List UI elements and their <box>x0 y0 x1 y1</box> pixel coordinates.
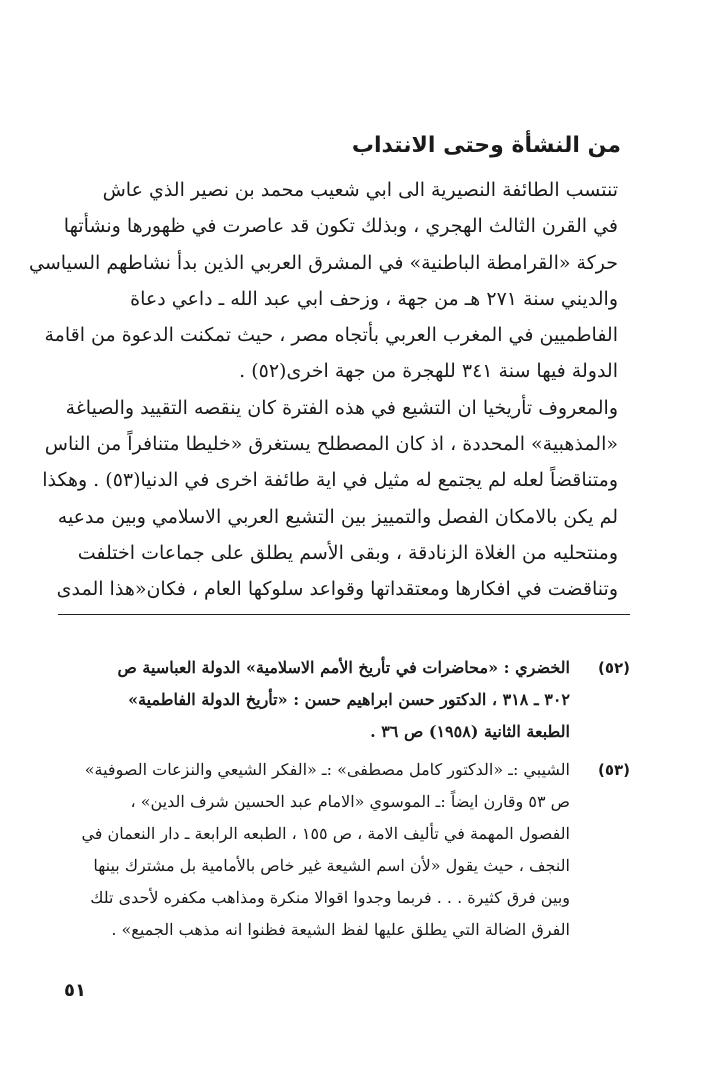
footnote-line: الفرق الضالة التي يطلق عليها لفظ الشيعة فظنوا انه مذهب الجميع» . <box>111 920 570 939</box>
body-text <box>29 172 618 608</box>
body-line: حركة «القرامطة الباطنية» في المشرق العربي الذين بدأ نشاطهم السياسي <box>29 251 618 274</box>
footnote-line: الفصول المهمة في تأليف الامة ، ص ١٥٥ ، الطبعه الرابعة ـ دار النعمان في <box>81 824 570 843</box>
page-number: ٥١ <box>64 980 86 1001</box>
section-heading: من النشأة وحتى الانتداب <box>351 133 621 158</box>
body-line: لم يكن بالامكان الفصل والتمييز بين التشيع العربي الاسلامي وبين مدعيه <box>57 505 618 528</box>
footnote-number: (٥٢) <box>597 659 630 677</box>
footnote-line: الطبعة الثانية (١٩٥٨) ص ٣٦ . <box>370 722 570 741</box>
body-line: والمعروف تأريخيا ان التشيع في هذه الفترة كان ينقصه التقييد والصياغة <box>65 396 618 419</box>
body-line: ومنتحليه من الغلاة الزنادقة ، وبقى الأسم يطلق على جماعات اختلفت <box>77 541 618 564</box>
body-line: ومتناقضاً لعله لم يجتمع له مثيل في اية طائفة اخرى في الدنيا(٥٣) . وهكذا <box>42 469 618 492</box>
body-line: «المذهبية» المحددة ، اذ كان المصطلح يستغرق «خليطا متنافراً من الناس <box>44 433 618 456</box>
footnote-line: الشيبي :ـ «الدكتور كامل مصطفى» :ـ «الفكر الشيعي والنزعات الصوفية» <box>84 760 570 779</box>
footnote-separator <box>58 614 630 615</box>
footnote-number: (٥٣) <box>597 761 630 779</box>
body-line: في القرن الثالث الهجري ، وبذلك تكون قد عاصرت في ظهورها ونشأتها <box>63 215 618 238</box>
footnote-53 <box>58 754 630 946</box>
body-line: والديني سنة ٢٧١ هـ من جهة ، وزحف ابي عبد الله ـ داعي دعاة <box>130 287 618 310</box>
footnote-line: الخضري : «محاضرات في تأريخ الأمم الاسلامية» الدولة العباسية ص <box>117 658 570 677</box>
footnote-line: ص ٥٣ وقارن ايضاً :ـ الموسوي «الامام عبد الحسين شرف الدين» ، <box>130 792 570 811</box>
footnotes <box>58 652 630 952</box>
body-line: الفاطميين في المغرب العربي بأتجاه مصر ، حيث تمكنت الدعوة من اقامة <box>44 324 618 347</box>
footnote-line: النجف ، حيث يقول «لأن اسم الشيعة غير خاص بالأمامية بل مشترك بينها <box>93 856 570 875</box>
body-line: الدولة فيها سنة ٣٤١ للهجرة من جهة اخرى(٥٢) . <box>239 360 618 383</box>
body-line: وتناقضت في افكارها ومعتقداتها وقواعد سلوكها العام ، فكان«هذا المدى <box>56 578 618 601</box>
footnote-line: وبين فرق كثيرة . . . فربما وجدوا اقوالا منكرة ومذاهب مكفره لأحدى تلك <box>90 888 570 907</box>
footnote-52 <box>58 652 630 748</box>
footnote-line: ٣٠٢ ـ ٣١٨ ، الدكتور حسن ابراهيم حسن : «تأريخ الدولة الفاطمية» <box>128 690 570 709</box>
body-line: تنتسب الطائفة النصيرية الى ابي شعيب محمد بن نصير الذي عاش <box>102 179 618 201</box>
